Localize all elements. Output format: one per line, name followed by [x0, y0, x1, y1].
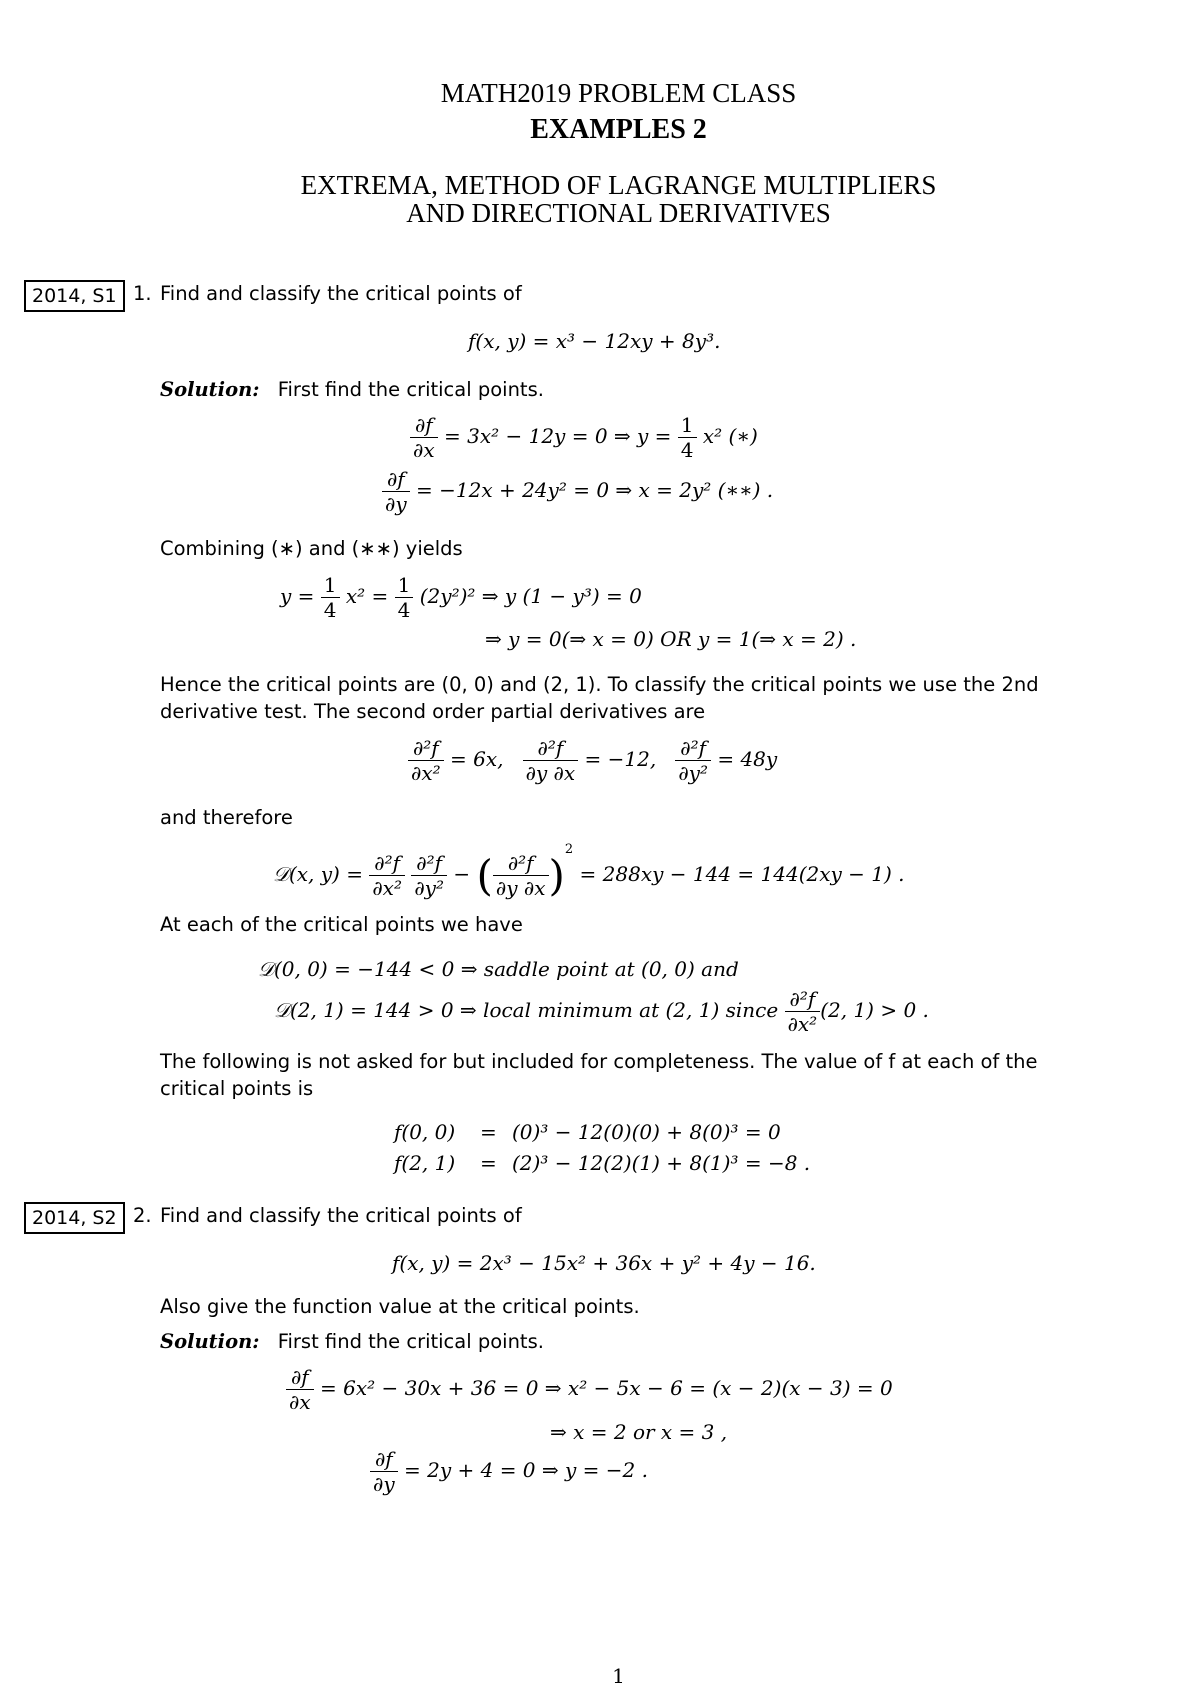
page-number: 1 — [612, 1664, 625, 1688]
frac-num: ∂²f — [675, 736, 711, 761]
problem-2-number: 2. — [133, 1204, 152, 1227]
eq-x: = 6x² − 30x + 36 = 0 ⇒ x² − 5x − 6 = (x − 2)(x − 3) = 0 — [319, 1376, 893, 1400]
hence-line-2: derivative test. The second order partial derivatives are — [160, 700, 706, 723]
p1-D00: 𝒟(0, 0) = −144 < 0 ⇒ saddle point at (0, 0) and — [258, 957, 739, 981]
p1-combine-line2: ⇒ y = 0(⇒ x = 0) OR y = 1(⇒ x = 2) . — [485, 627, 857, 651]
D21-text: 𝒟(2, 1) = 144 > 0 ⇒ local minimum at (2, 1) since — [274, 998, 779, 1022]
frac-num: ∂²f — [523, 736, 579, 761]
problem-2-statement: Find and classify the critical points of — [160, 1204, 522, 1227]
problem-1-tag: 2014, S1 — [24, 280, 125, 312]
and-therefore: and therefore — [160, 806, 293, 829]
d2-yy-value: = 48y — [717, 747, 778, 771]
problem-2-tag: 2014, S2 — [24, 1202, 125, 1234]
eq-rhs: = −12x + 24y² = 0 ⇒ x = 2y² (∗∗) . — [416, 478, 774, 502]
frac-num: ∂²f — [408, 736, 444, 761]
frac-den: 4 — [397, 598, 411, 622]
eq-y: = 2y + 4 = 0 ⇒ y = −2 . — [404, 1458, 648, 1482]
p2-eq-partial-x — [286, 1365, 893, 1414]
solution-intro: First find the critical points. — [277, 1330, 544, 1353]
frac-num: 1 — [321, 573, 340, 598]
course-title: MATH2019 PROBLEM CLASS — [440, 78, 797, 108]
problem-1-number: 1. — [133, 282, 152, 305]
solution-intro: First find the critical points. — [277, 378, 544, 401]
combine-lhs: y = — [280, 584, 315, 608]
frac-num: ∂f — [382, 467, 410, 492]
following-line-2: critical points is — [160, 1077, 314, 1100]
frac-num: ∂²f — [411, 851, 447, 876]
frac-num: ∂²f — [369, 851, 405, 876]
frac-den: ∂x — [413, 438, 435, 462]
problem-1-solution-line — [160, 375, 544, 404]
frac-num: 1 — [395, 573, 414, 598]
p1-discriminant: 𝒟(x, y) = $\frac{\text{∂²f}}{\text{∂x²}}$ $\frac{\text{∂²f}}{\text{∂y²}}$ − ( $\frac{\text{∂²f}}{\partial y \partial x}$ )$^2$ = 288xy − 144 = 144(2xy − 1) . — [273, 842, 905, 900]
frac-den: ∂y² — [678, 761, 708, 785]
solution-label: Solution: — [160, 1330, 260, 1353]
frac-num: ∂²f — [493, 851, 549, 876]
frac-num: 1 — [678, 413, 697, 438]
solution-label: Solution: — [160, 378, 260, 401]
p1-f00-eq: = — [480, 1120, 497, 1144]
frac-den: ∂y ∂x — [525, 761, 576, 785]
D21-tail: (2, 1) > 0 . — [820, 998, 929, 1022]
p1-f00-rhs: (0)³ − 12(0)(0) + 8(0)³ = 0 — [512, 1120, 781, 1144]
p1-f21-lhs: f(2, 1) — [394, 1151, 456, 1175]
p1-f21-eq: = — [480, 1151, 497, 1175]
frac-num: ∂f — [410, 413, 438, 438]
p2-eq-partial-y — [370, 1447, 648, 1496]
topic-line-1: EXTREMA, METHOD OF LAGRANGE MULTIPLIERS — [300, 170, 937, 200]
frac-den: 4 — [323, 598, 337, 622]
at-each: At each of the critical points we have — [160, 913, 523, 936]
problem-2-function: f(x, y) = 2x³ − 15x² + 36x + y² + 4y − 16. — [392, 1251, 816, 1275]
frac-den: ∂y² — [414, 876, 445, 900]
combining-text: Combining (∗) and (∗∗) yields — [160, 537, 463, 560]
combine-mid: x² = — [345, 584, 389, 608]
frac-den: ∂y — [385, 492, 407, 516]
problem-1-statement: Find and classify the critical points of — [160, 282, 522, 305]
hence-line-1: Hence the critical points are (0, 0) and (2, 1). To classify the critical points we use the 2nd — [160, 673, 1039, 696]
p2-eq-x2: ⇒ x = 2 or x = 3 , — [550, 1420, 728, 1444]
frac-den: 4 — [680, 438, 694, 462]
d2-xy-value: = −12, — [584, 747, 657, 771]
problem-2-also: Also give the function value at the critical points. — [160, 1295, 640, 1318]
frac-num: ∂f — [286, 1365, 314, 1390]
eq-tail: x² (∗) — [702, 424, 758, 448]
d2-xx-value: = 6x, — [450, 747, 504, 771]
D-lhs: 𝒟(x, y) = — [273, 862, 363, 886]
topic-line-2: AND DIRECTIONAL DERIVATIVES — [406, 198, 831, 228]
frac-den: ∂y ∂x — [495, 876, 546, 900]
p1-f21-rhs: (2)³ − 12(2)(1) + 8(1)³ = −8 . — [512, 1151, 811, 1175]
frac-den: ∂x² — [411, 761, 441, 785]
frac-num: ∂f — [370, 1447, 398, 1472]
p1-combine-eq — [280, 573, 642, 622]
p1-D21 — [274, 987, 929, 1036]
frac-den: ∂x² — [787, 1012, 818, 1036]
frac-num: ∂²f — [785, 987, 821, 1012]
problem-1-function: f(x, y) = x³ − 12xy + 8y³. — [468, 329, 721, 353]
combine-rhs: (2y²)² ⇒ y (1 − y³) = 0 — [419, 584, 642, 608]
p1-eq-partial-y — [382, 467, 773, 516]
D-minus: − — [453, 862, 471, 886]
D-rhs: = 288xy − 144 = 144(2xy − 1) . — [579, 862, 905, 886]
eq-rhs: = 3x² − 12y = 0 ⇒ y = — [443, 424, 672, 448]
p1-f00-lhs: f(0, 0) — [394, 1120, 456, 1144]
frac-den: ∂x — [289, 1390, 311, 1414]
problem-2-solution-line — [160, 1327, 544, 1356]
examples-title: EXAMPLES 2 — [530, 114, 707, 145]
frac-den: ∂x² — [372, 876, 402, 900]
frac-den: ∂y — [373, 1472, 395, 1496]
following-line-1: The following is not asked for but included for completeness. The value of f at each of the — [160, 1050, 1038, 1073]
p1-second-derivatives — [408, 736, 777, 785]
p1-eq-partial-x — [410, 413, 758, 462]
